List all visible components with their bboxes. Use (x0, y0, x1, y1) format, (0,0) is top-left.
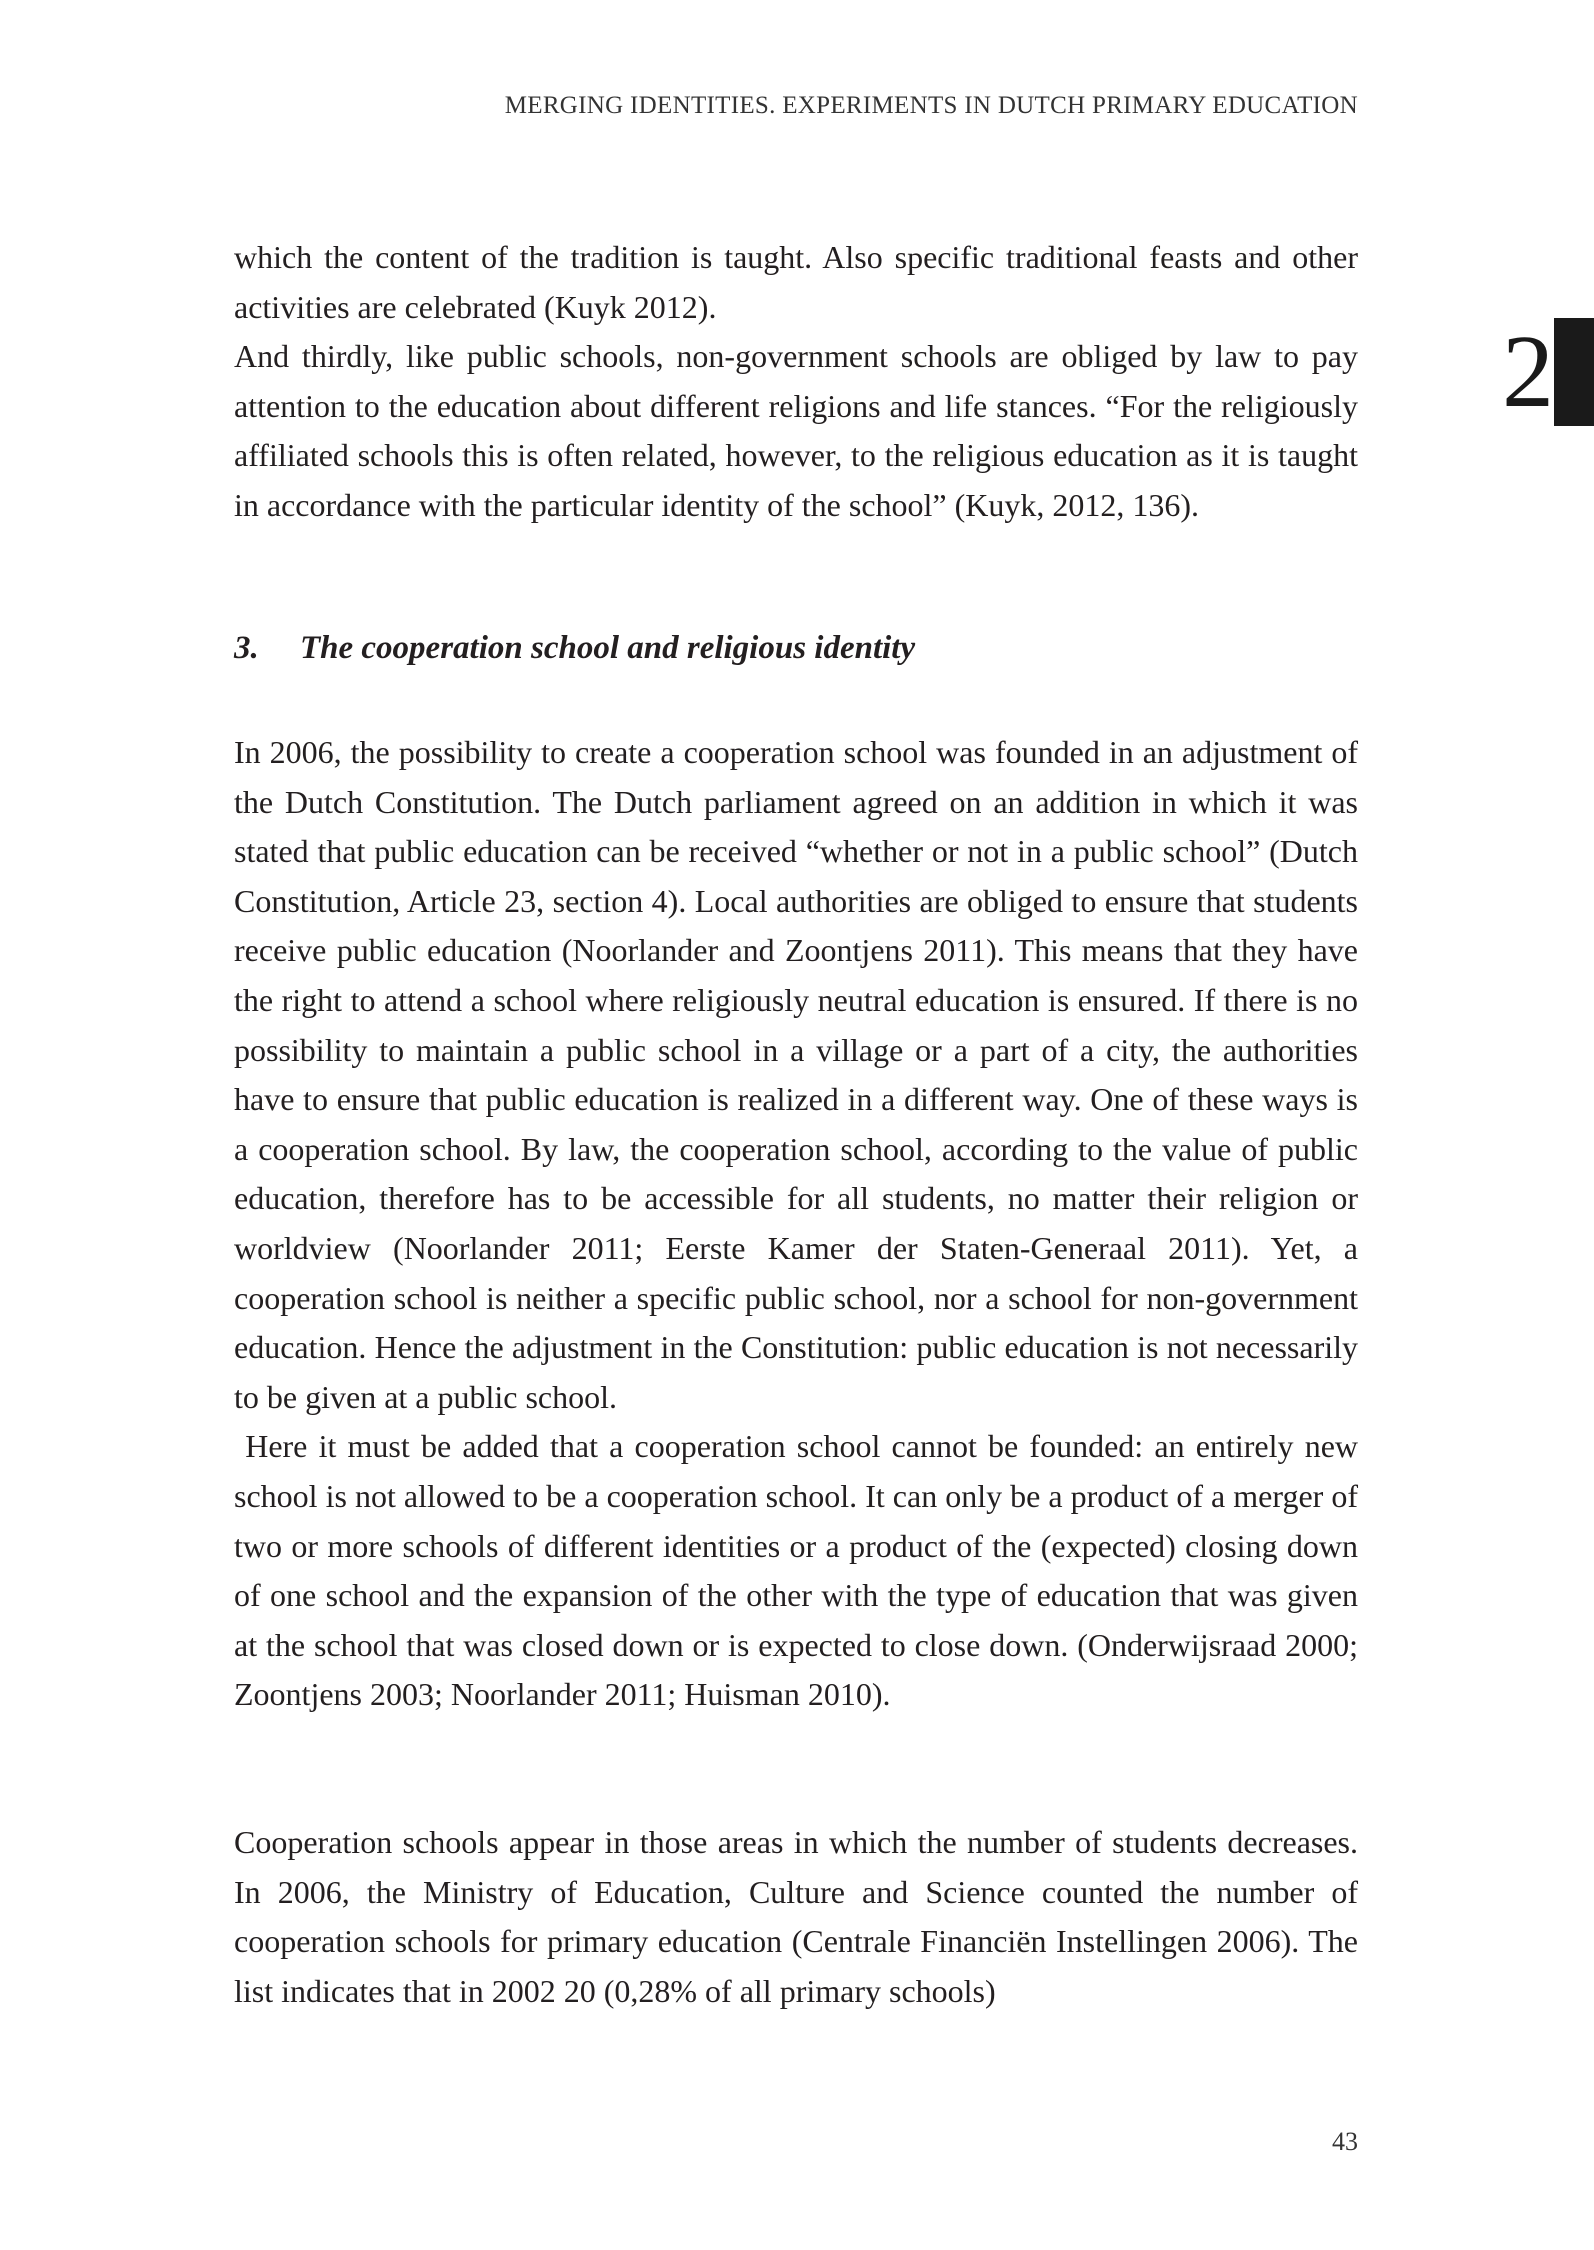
section-number: 3. (234, 630, 259, 666)
paragraph: In 2006, the possibility to create a cooperation school was founded in an adjustment of the Dutch Constitution. The Dutch parliament agreed on an addition in which it was stated that public education can be received “whether or not in a public school” (Dutch Constitution, Article 23, section 4). Local authorities are obliged to ensure that students receive public education (Noorlander and Zoontjens 2011). This means that they have the right to attend a school where religiously neutral education is ensured. If there is no possibility to maintain a public school in a village or a part of a city, the authorities have to ensure that public education is realized in a different way. One of these ways is a cooperation school. By law, the cooperation school, according to the value of public education, therefore has to be accessible for all students, no matter their religion or worldview (Noorlander 2011; Eerste Kamer der Staten-Generaal 2011). Yet, a cooperation school is neither a specific public school, nor a school for non-government education. Hence the adjustment in the Constitution: public education is not necessarily to be given at a public school. (234, 734, 1358, 1415)
section-heading (234, 630, 915, 667)
body-block-last (234, 1818, 1358, 2016)
paragraph: Here it must be added that a cooperation school cannot be founded: an entirely new school is not allowed to be a cooperation school. It can only be a product of a merger of two or more schools of different identities or a product of the (expected) closing down of one school and the expansion of the other with the type of education that was given at the school that was closed down or is expected to close down. (Onderwijsraad 2000; Zoontjens 2003; Noorlander 2011; Huisman 2010). (234, 1428, 1367, 1713)
page-number: 43 (1332, 2127, 1358, 2156)
section-title: The cooperation school and religious identity (300, 630, 916, 666)
paragraph: Cooperation schools appear in those areas in which the number of students decreases. In 2006, the Ministry of Education, Culture and Science counted the number of cooperation schools for primary education (Centrale Financiën Instellingen 2006). The list indicates that in 2002 20 (0,28% of all primary schools) (234, 1824, 1358, 2009)
paragraph: And thirdly, like public schools, non-government schools are obliged by law to pay attention to the education about different religions and life stances. “For the religiously affiliated schools this is often related, however, to the religious education as it is taught in accordance with the particular identity of the school” (Kuyk, 2012, 136). (234, 338, 1358, 523)
chapter-tab (1554, 318, 1594, 426)
paragraph: which the content of the tradition is taught. Also specific traditional feasts and other activities are celebrated (Kuyk 2012). (234, 239, 1358, 325)
running-header: MERGING IDENTITIES. EXPERIMENTS IN DUTCH PRIMARY EDUCATION (504, 92, 1358, 119)
body-block-top (234, 233, 1358, 531)
chapter-number: 2 (1502, 314, 1554, 429)
body-block-section (234, 728, 1367, 1720)
